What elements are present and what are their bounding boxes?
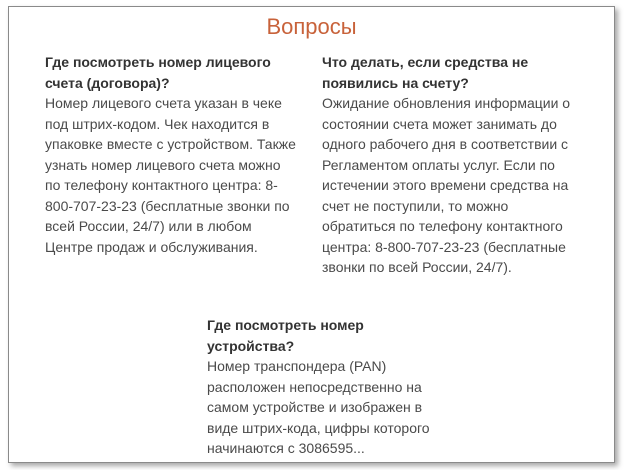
faq-answer: Ожидание обновления информации о состоянии счета может занимать до одного рабочего дня в соответствии с Регламентом оплаты услуг. Если по истечении этого времени средства на счет не поступили, то можно обратиться по телефону контактного центра: 8-800-707-23-23 (бесплатные звонки по всей России, 24/7). (322, 95, 571, 275)
faq-item-account-number (45, 52, 297, 257)
faq-panel (8, 6, 615, 463)
faq-question: Что делать, если средства не появились на счету? (322, 54, 529, 91)
page-title: Вопросы (266, 14, 357, 39)
faq-answer: Номер транспондера (PAN) расположен непосредственно на самом устройстве и изображен в виде штрих-кода, цифры которого начинаются с 3086595... (207, 358, 430, 456)
faq-question: Где посмотреть номер устройства? (207, 317, 364, 354)
faq-item-device-number (207, 315, 435, 459)
faq-answer: Номер лицевого счета указан в чеке под штрих-кодом. Чек находится в упаковке вместе с устройством. Также узнать номер лицевого счета можно по телефону контактного центра: 8-800-707-23-23 (бесплатные звонки по всей России, 24/7) или в любом Центре продаж и обслуживания. (45, 95, 296, 255)
faq-question: Где посмотреть номер лицевого счета (договора)? (45, 54, 271, 91)
faq-item-funds-not-arrived (322, 52, 572, 278)
